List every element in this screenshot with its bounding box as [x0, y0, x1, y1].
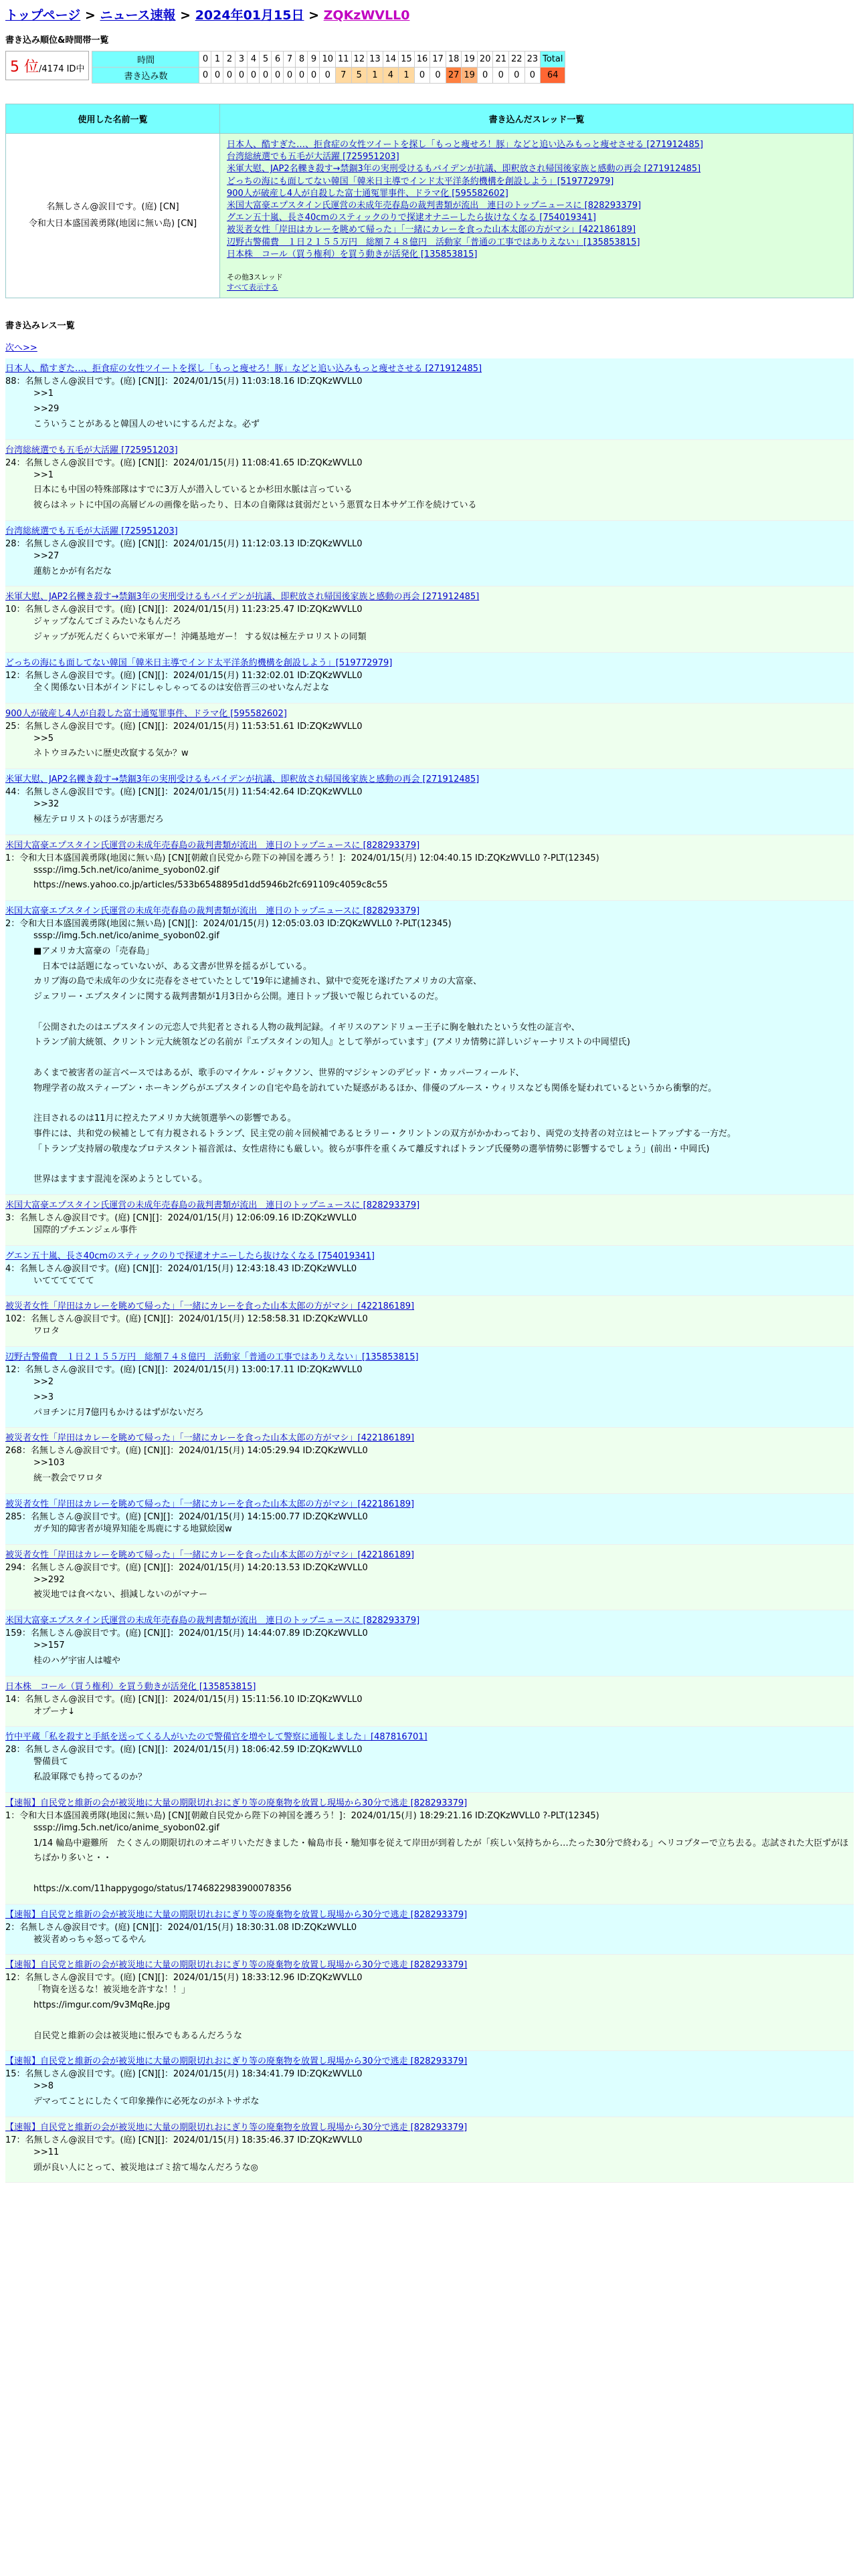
- post-line: いてててててて: [33, 1275, 95, 1286]
- post-thread-link[interactable]: 米軍大慰、JAP2名轢き殺す→禁錮3年の実刑受けるもバイデンが抗議、即釈放され帰国後家族と感動の再会 [271912485]: [5, 774, 480, 785]
- hourly-count-cell: 0: [284, 68, 296, 84]
- post-line: 統一教会でワロタ: [33, 1473, 104, 1484]
- names-header: 使用した名前一覧: [6, 104, 220, 134]
- post-line: sssp://img.5ch.net/ico/anime_syobon02.gif: [33, 1822, 219, 1833]
- breadcrumb-top-link[interactable]: トップページ: [5, 8, 81, 23]
- post-line: >>1: [33, 389, 54, 399]
- hourly-counts-row: [92, 68, 565, 84]
- post-meta: 44：名無しさん@涙目です。(庭) [CN][]：2024/01/15(月) 11:54:42.64 ID:ZQKzWVLL0: [5, 787, 363, 798]
- hourly-hour-cell: 1: [211, 51, 223, 68]
- post-line: 被災地では食べない、損減しないのがマナー: [33, 1590, 208, 1600]
- hourly-hour-cell: 8: [296, 51, 308, 68]
- post-meta: 12：名無しさん@涙目です。(庭) [CN][]：2024/01/15(月) 11:32:02.01 ID:ZQKzWVLL0: [5, 670, 363, 681]
- rank-section: [5, 51, 854, 84]
- threads-list: [227, 139, 846, 261]
- post-line: ジェフリー・エプスタインに関する裁判書類が1月3日から公開。連日トップ扱いで報じられているのだ。: [33, 992, 444, 1002]
- post-line: [33, 1866, 854, 1882]
- hourly-count-cell: 19: [462, 68, 478, 84]
- post-thread-link[interactable]: 竹中平蔵「私を殺すと手紙を送ってくる人がいたので警備官を増やして警察に通報しました」[487816701]: [5, 1732, 427, 1743]
- post-line: 彼らはネットに中国の高層ビルの画像を貼ったり、日本の自衛隊は貧弱だという悪質な日本サゲ工作を続けている: [33, 500, 477, 511]
- post-thread-link[interactable]: 米国大富豪エプスタイン氏運営の未成年売春島の裁判書類が流出 連日のトップニュースに [828293379]: [5, 1616, 420, 1626]
- post-item: [5, 1428, 854, 1494]
- threads-cell: [220, 134, 854, 298]
- breadcrumb-news-link[interactable]: ニュース速報: [100, 8, 176, 23]
- hourly-hour-cell: 22: [509, 51, 525, 68]
- used-name: 令和大日本盛国義勇隊(地図に無い島) [CN]: [28, 218, 197, 229]
- post-line: ■アメリカ大富豪の「売春島」: [33, 946, 155, 956]
- post-body: [5, 1933, 854, 1948]
- hourly-count-cell: 1: [399, 68, 415, 84]
- post-line: ネトウヨみたいに歴史改竄する気か？w: [33, 748, 189, 759]
- thread-link[interactable]: 日本人、酷すぎた…、拒食症の女性ツイートを探し「もっと痩せろ！豚」などと追い込みもっと痩せさせる [271912485]: [227, 140, 704, 150]
- post-line: 全く関係ない日本がインドにしゃしゃってるのは安倍晋三のせいなんだよな: [33, 682, 330, 693]
- post-line: >>29: [33, 404, 60, 415]
- post-line: [33, 2014, 854, 2029]
- hourly-count-cell: 0: [414, 68, 430, 84]
- post-line: 蓮舫とかが有名だな: [33, 566, 112, 576]
- post-item: [5, 1195, 854, 1246]
- post-line: 物理学者の故スティーブン・ホーキングらがエプスタインの自宅や島を訪れていた疑惑があるほか、俳優のブルース・ウィリスなども関係を疑われているというから衝撃的だ。: [33, 1083, 717, 1093]
- post-line: ジャップなんてゴミみたいなもんだろ: [33, 617, 181, 627]
- post-item: [5, 835, 854, 901]
- post-line: 警備員て: [33, 1757, 69, 1767]
- post-item: [5, 1727, 854, 1793]
- post-thread-link[interactable]: どっちの海にも面してない韓国「韓米日主導でインド太平洋条約機構を創設しよう」[519772979]: [5, 657, 393, 668]
- hourly-count-cell: 0: [477, 68, 493, 84]
- hourly-hour-cell: 10: [320, 51, 336, 68]
- hourly-hour-cell: 7: [284, 51, 296, 68]
- post-line: 被災者めっちゃ怒ってるやん: [33, 1934, 147, 1945]
- post-meta: 28：名無しさん@涙目です。(庭) [CN][]：2024/01/15(月) 11:12:03.13 ID:ZQKzWVLL0: [5, 538, 363, 549]
- post-line: >>292: [33, 1574, 65, 1585]
- post-meta: 2：令和大日本盛国義勇隊(地図に無い島) [CN][]：2024/01/15(月) 12:05:03.03 ID:ZQKzWVLL0 ?-PLT(12345): [5, 919, 452, 930]
- hourly-count-cell: 4: [383, 68, 399, 84]
- hourly-total-header: Total: [541, 51, 565, 68]
- res-heading: 書き込みレス一覧: [5, 321, 75, 332]
- post-meta: 24：名無しさん@涙目です。(庭) [CN][]：2024/01/15(月) 11:08:41.65 ID:ZQKzWVLL0: [5, 457, 363, 468]
- post-line: こういうことがあると韓国人のせいにするんだよな。必ず: [33, 419, 260, 429]
- post-meta: 1：令和大日本盛国義勇隊(地図に無い島) [CN][朝敵自民党から陛下の神国を護ろう！]：2024/01/15(月) 18:29:21.16 ID:ZQKzWVLL0 ?-PLT(12345): [5, 1810, 599, 1821]
- post-meta: 159：名無しさん@涙目です。(庭) [CN][]：2024/01/15(月) 14:44:07.89 ID:ZQKzWVLL0: [5, 1628, 368, 1639]
- post-body: [5, 1983, 854, 2044]
- post-body: [5, 1705, 854, 1720]
- post-line: 事件には、共和党の候補として有力視されるトランプ、民主党の前々回候補であるヒラリー・クリントンの双方がかかわっており、両党の支持者の対立はヒートアップする一方だ。: [33, 1128, 737, 1139]
- hourly-hours-row: [92, 51, 565, 68]
- post-line: トランプ前大統領、クリントン元大統領などの名前が『エプスタインの知人』として挙がっています」(アメリカ情勢に詳しいジャーナリストの中岡望氏): [33, 1037, 630, 1048]
- post-line: パヨチンに月7億円もかけるはずがないだろ: [33, 1407, 204, 1418]
- post-line: >>2: [33, 1377, 54, 1388]
- post-thread-link[interactable]: 日本人、酷すぎた…、拒食症の女性ツイートを探し「もっと痩せろ！豚」などと追い込みもっと痩せさせる [271912485]: [5, 364, 482, 374]
- more-threads: [227, 272, 846, 292]
- post-thread-link[interactable]: 台湾総統選でも五毛が大活躍 [725951203]: [5, 526, 178, 536]
- post-body: [5, 1755, 854, 1786]
- post-body: [5, 1573, 854, 1604]
- hourly-hour-cell: 11: [336, 51, 352, 68]
- post-meta: 88：名無しさん@涙目です。(庭) [CN][]：2024/01/15(月) 11:03:18.16 ID:ZQKzWVLL0: [5, 377, 363, 387]
- hourly-count-cell: 0: [272, 68, 284, 84]
- post-meta: 102：名無しさん@涙目です。(庭) [CN][]：2024/01/15(月) 12:58:58.31 ID:ZQKzWVLL0: [5, 1314, 368, 1325]
- hourly-count-cell: 0: [260, 68, 272, 84]
- post-meta: 268：名無しさん@涙目です。(庭) [CN][]：2024/01/15(月) 14:05:29.94 ID:ZQKzWVLL0: [5, 1446, 368, 1457]
- post-line: 世界はますます混沌を深めようとしている。: [33, 1174, 208, 1185]
- post-line: [33, 1157, 854, 1172]
- post-line: 「公開されたのはエプスタインの元恋人で共犯者とされる人物の裁判記録。イギリスのアンドリュー王子に胸を触れたという女性の証言や、: [33, 1022, 580, 1033]
- hourly-count-cell: 27: [446, 68, 462, 84]
- post-body: [5, 1274, 854, 1289]
- used-name: 名無しさん@涙目です。(庭) [CN]: [46, 201, 179, 212]
- hourly-table: [92, 51, 565, 84]
- hourly-hour-cell: 5: [260, 51, 272, 68]
- post-line: [33, 1005, 854, 1021]
- post-item: [5, 2051, 854, 2117]
- post-line: >>1: [33, 469, 54, 480]
- post-body: [5, 549, 854, 580]
- post-body: [5, 732, 854, 762]
- post-body: [5, 468, 854, 514]
- post-item: [5, 586, 854, 653]
- thread-link[interactable]: 米軍大慰、JAP2名轢き殺す→禁錮3年の実刑受けるもバイデンが抗議、即釈放され帰国後家族と感動の再会 [271912485]: [227, 164, 701, 175]
- post-item: [5, 704, 854, 770]
- post-line: >>5: [33, 733, 54, 744]
- post-body: [5, 1638, 854, 1669]
- post-thread-link[interactable]: 【速報】自民党と維新の会が被災地に大量の期限切れおにぎり等の廃棄物を放置し現場から30分で逃走 [828293379]: [5, 2056, 468, 2067]
- post-line: 私設軍隊でも持ってるのか？: [33, 1772, 147, 1783]
- names-cell: [6, 134, 220, 298]
- post-thread-link[interactable]: 【速報】自民党と維新の会が被災地に大量の期限切れおにぎり等の廃棄物を放置し現場から30分で逃走 [828293379]: [5, 1960, 468, 1971]
- post-meta: 294：名無しさん@涙目です。(庭) [CN][]：2024/01/15(月) 14:20:13.53 ID:ZQKzWVLL0: [5, 1562, 368, 1573]
- post-item: [5, 901, 854, 1195]
- hourly-count-label: 書き込み数: [92, 68, 199, 84]
- post-meta: 12：名無しさん@涙目です。(庭) [CN][]：2024/01/15(月) 18:33:12.96 ID:ZQKzWVLL0: [5, 1973, 363, 1983]
- post-line: ワロタ: [33, 1326, 60, 1337]
- hourly-count-cell: 1: [367, 68, 383, 84]
- post-line: >>32: [33, 799, 60, 810]
- post-line: 「トランプ支持層の敬虔なプロテスタント福音派は、女性虐待にも厳しい。彼らが事件を重くみて離反すればトランプ氏優勢の選挙情勢に影響するでしょう」(前出・中岡氏): [33, 1144, 710, 1154]
- hourly-hour-cell: 3: [235, 51, 248, 68]
- hourly-hour-cell: 4: [248, 51, 260, 68]
- post-line: >>3: [33, 1392, 54, 1402]
- post-line: >>11: [33, 2147, 60, 2157]
- hourly-count-cell: 0: [524, 68, 541, 84]
- hourly-hour-cell: 23: [524, 51, 541, 68]
- post-item: [5, 1545, 854, 1611]
- post-item: [5, 1905, 854, 1955]
- post-line: デマってことにしたくて印象操作に必死なのがネトサポな: [33, 2097, 260, 2107]
- post-meta: 3：名無しさん@涙目です。(庭) [CN][]：2024/01/15(月) 12:06:09.16 ID:ZQKzWVLL0: [5, 1212, 357, 1223]
- breadcrumb-date-link[interactable]: 2024年01月15日: [195, 8, 304, 23]
- breadcrumb-separator: >: [308, 8, 324, 23]
- thread-link[interactable]: どっちの海にも面してない韓国「韓米日主導でインド太平洋条約機構を創設しよう」[519772979]: [227, 176, 614, 187]
- post-item: [5, 1494, 854, 1545]
- post-line: 日本では話題になっていないが、ある文書が世界を揺るがしている。: [33, 961, 312, 972]
- hourly-count-cell: 5: [351, 68, 367, 84]
- hourly-hour-cell: 20: [477, 51, 493, 68]
- hourly-count-cell: 0: [320, 68, 336, 84]
- hourly-count-cell: 0: [248, 68, 260, 84]
- hourly-hour-cell: 19: [462, 51, 478, 68]
- post-thread-link[interactable]: 被災者女性「岸田はカレーを眺めて帰った」「一緒にカレーを食った山本太郎の方がマシ」[422186189]: [5, 1301, 415, 1312]
- hourly-total-count: 64: [541, 68, 565, 84]
- post-line: sssp://img.5ch.net/ico/anime_syobon02.gif: [33, 931, 219, 942]
- post-body: [5, 387, 854, 432]
- post-body: [5, 1821, 854, 1897]
- post-body: [5, 929, 854, 1188]
- post-line: https://x.com/11happygogo/status/1746822983900078356: [33, 1883, 292, 1894]
- post-item: [5, 1610, 854, 1677]
- post-thread-link[interactable]: 米国大富豪エプスタイン氏運営の未成年売春島の裁判書類が流出 連日のトップニュースに [828293379]: [5, 906, 420, 917]
- hourly-hour-cell: 13: [367, 51, 383, 68]
- more-threads-prefix: その他3スレッド: [227, 272, 283, 282]
- post-body: [5, 615, 854, 645]
- post-meta: 10：名無しさん@涙目です。(庭) [CN][]：2024/01/15(月) 11:23:25.47 ID:ZQKzWVLL0: [5, 605, 363, 615]
- rank-total: /4174 ID中: [39, 64, 85, 74]
- post-line: 自民党と維新の会は被災地に恨みでもあるんだろうな: [33, 2030, 243, 2041]
- post-item: [5, 769, 854, 835]
- post-thread-link[interactable]: 台湾総統選でも五毛が大活躍 [725951203]: [5, 445, 178, 455]
- threads-header: 書き込んだスレッド一覧: [220, 104, 854, 134]
- hourly-hour-cell: 9: [308, 51, 320, 68]
- post-line: あくまで被害者の証言ベースではあるが、歌手のマイケル・ジャクソン、世界的マジシャンのデビッド・カッパーフィールド、: [33, 1067, 524, 1078]
- post-item: [5, 2117, 854, 2183]
- post-body: [5, 681, 854, 696]
- post-thread-link[interactable]: 日本株 コール（買う権利）を買う動きが活発化 [135853815]: [5, 1681, 256, 1692]
- hourly-hour-cell: 15: [399, 51, 415, 68]
- post-item: [5, 1347, 854, 1428]
- post-body: [5, 2079, 854, 2110]
- hourly-count-cell: 0: [235, 68, 248, 84]
- post-line: 頭が良い人にとって、被災地はゴミ捨て場なんだろうな◎: [33, 2162, 258, 2173]
- post-meta: 285：名無しさん@涙目です。(庭) [CN][]：2024/01/15(月) 14:15:00.77 ID:ZQKzWVLL0: [5, 1511, 368, 1522]
- post-meta: 25：名無しさん@涙目です。(庭) [CN][]：2024/01/15(月) 11:53:51.61 ID:ZQKzWVLL0: [5, 721, 363, 732]
- post-item: [5, 521, 854, 587]
- post-meta: 1：令和大日本盛国義勇隊(地図に無い島) [CN][朝敵自民党から陛下の神国を護ろう！]：2024/01/15(月) 12:04:40.15 ID:ZQKzWVLL0 ?-PLT(12345): [5, 853, 599, 863]
- rank-value: 5 位: [10, 59, 39, 76]
- hourly-count-cell: 0: [223, 68, 235, 84]
- post-meta: 28：名無しさん@涙目です。(庭) [CN][]：2024/01/15(月) 18:06:42.59 ID:ZQKzWVLL0: [5, 1745, 363, 1755]
- hourly-count-cell: 0: [296, 68, 308, 84]
- post-body: [5, 2145, 854, 2176]
- post-line: ジャップが死んだくらいで米軍ガー！沖縄基地ガー！ する奴は極左テロリストの同類: [33, 632, 367, 643]
- thread-link[interactable]: 被災者女性「岸田はカレーを眺めて帰った」「一緒にカレーを食った山本太郎の方がマシ」[422186189]: [227, 225, 636, 235]
- hourly-hour-cell: 12: [351, 51, 367, 68]
- show-all-threads-link[interactable]: すべて表示する: [227, 282, 278, 292]
- hourly-count-cell: 0: [493, 68, 509, 84]
- hourly-hour-cell: 6: [272, 51, 284, 68]
- post-item: [5, 1296, 854, 1347]
- thread-link[interactable]: 辺野古警備費 １日２１５５万円 総額７４８億円 活動家「普通の工事ではありえない」[135853815]: [227, 237, 640, 247]
- post-line: https://imgur.com/9v3MqRe.jpg: [33, 2000, 171, 2011]
- post-line: >>27: [33, 550, 60, 561]
- post-line: >>157: [33, 1640, 65, 1651]
- post-body: [5, 1522, 854, 1537]
- thread-link[interactable]: 台湾総統選でも五毛が大活躍 [725951203]: [227, 152, 399, 163]
- post-line: 日本にも中国の特殊部隊はすでに3万人が潜入しているとか杉田水脈は言っている: [33, 485, 353, 496]
- post-line: sssp://img.5ch.net/ico/anime_syobon02.gif: [33, 865, 219, 875]
- post-body: [5, 1456, 854, 1487]
- post-body: [5, 1324, 854, 1339]
- post-item: [5, 653, 854, 704]
- post-line: 国際的プチエンジェル事件: [33, 1224, 137, 1235]
- post-thread-link[interactable]: 【速報】自民党と維新の会が被災地に大量の期限切れおにぎり等の廃棄物を放置し現場から30分で逃走 [828293379]: [5, 1798, 468, 1808]
- post-item: [5, 1955, 854, 2051]
- post-line: 1/14 輪島中避難所 たくさんの期限切れのオニギリいただきました・輪島市長・馳知事を従えて岸田が到着したが「疾しい気持ちから…たった30分で終わる」ヘリコプターで立ち去る。志試された大臣ずがほちばかり多いと・・: [33, 1838, 849, 1864]
- post-meta: 15：名無しさん@涙目です。(庭) [CN][]：2024/01/15(月) 18:34:41.79 ID:ZQKzWVLL0: [5, 2069, 363, 2080]
- post-thread-link[interactable]: 被災者女性「岸田はカレーを眺めて帰った」「一緒にカレーを食った山本太郎の方がマシ」[422186189]: [5, 1433, 415, 1444]
- hourly-hour-cell: 21: [493, 51, 509, 68]
- hourly-hour-cell: 2: [223, 51, 235, 68]
- post-meta: 2：名無しさん@涙目です。(庭) [CN][]：2024/01/15(月) 18:30:31.08 ID:ZQKzWVLL0: [5, 1922, 357, 1933]
- thread-link[interactable]: 米国大富豪エプスタイン氏運営の未成年売春島の裁判書類が流出 連日のトップニュースに [828293379]: [227, 200, 642, 211]
- hourly-heading: 書き込み順位&時間帯一覧: [5, 35, 109, 45]
- breadcrumb-id-link[interactable]: ZQKzWVLL0: [323, 8, 410, 23]
- post-line: オプーナ↓: [33, 1706, 76, 1717]
- post-meta: 14：名無しさん@涙目です。(庭) [CN][]：2024/01/15(月) 15:11:56.10 ID:ZQKzWVLL0: [5, 1694, 363, 1705]
- post-line: 極左テロリストのほうが害悪だろ: [33, 814, 164, 825]
- hourly-count-cell: 0: [308, 68, 320, 84]
- breadcrumb-separator: >: [84, 8, 100, 23]
- post-thread-link[interactable]: 900人が破産し4人が自殺した富士通冤罪事件、ドラマ化 [595582602]: [5, 708, 287, 719]
- post-thread-link[interactable]: 【速報】自民党と維新の会が被災地に大量の期限切れおにぎり等の廃棄物を放置し現場から30分で逃走 [828293379]: [5, 2122, 468, 2133]
- post-body: [5, 1375, 854, 1420]
- hourly-count-cell: 0: [211, 68, 223, 84]
- next-page-link[interactable]: 次へ>>: [5, 343, 37, 354]
- post-thread-link[interactable]: 米国大富豪エプスタイン氏運営の未成年売春島の裁判書類が流出 連日のトップニュースに [828293379]: [5, 1200, 420, 1210]
- post-line: [33, 1096, 854, 1111]
- post-meta: 12：名無しさん@涙目です。(庭) [CN][]：2024/01/15(月) 13:00:17.11 ID:ZQKzWVLL0: [5, 1365, 363, 1376]
- thread-link[interactable]: 900人が破産し4人が自殺した富士通冤罪事件、ドラマ化 [595582602]: [227, 188, 508, 199]
- hourly-count-cell: 0: [509, 68, 525, 84]
- post-meta: 17：名無しさん@涙目です。(庭) [CN][]：2024/01/15(月) 18:35:46.37 ID:ZQKzWVLL0: [5, 2135, 363, 2145]
- post-item: [5, 1793, 854, 1905]
- post-body: [5, 863, 854, 894]
- hourly-hour-cell: 0: [199, 51, 211, 68]
- post-line: >>103: [33, 1458, 65, 1469]
- post-line: 桂のハゲ宇宙人は嘘や: [33, 1655, 121, 1666]
- hourly-hour-cell: 18: [446, 51, 462, 68]
- post-thread-link[interactable]: グエン五十嵐、長さ40cmのスティックのりで探逮オナニーしたら抜けなくなる [754019341]: [5, 1251, 375, 1261]
- hourly-count-cell: 7: [336, 68, 352, 84]
- post-body: [5, 1223, 854, 1239]
- post-item: [5, 440, 854, 521]
- post-thread-link[interactable]: 【速報】自民党と維新の会が被災地に大量の期限切れおにぎり等の廃棄物を放置し現場から30分で逃走 [828293379]: [5, 1909, 468, 1920]
- post-meta: 4：名無しさん@涙目です。(庭) [CN][]：2024/01/15(月) 12:43:18.43 ID:ZQKzWVLL0: [5, 1263, 357, 1274]
- post-thread-link[interactable]: 米国大富豪エプスタイン氏運営の未成年売春島の裁判書類が流出 連日のトップニュースに [828293379]: [5, 840, 420, 851]
- thread-link[interactable]: 日本株 コール（買う権利）を買う動きが活発化 [135853815]: [227, 249, 478, 259]
- post-thread-link[interactable]: 米軍大慰、JAP2名轢き殺す→禁錮3年の実刑受けるもバイデンが抗議、即釈放され帰国後家族と感動の再会 [271912485]: [5, 592, 480, 603]
- hourly-count-cell: 0: [430, 68, 446, 84]
- hourly-hour-cell: 14: [383, 51, 399, 68]
- post-line: [33, 1051, 854, 1066]
- post-line: >>8: [33, 2081, 54, 2092]
- post-thread-link[interactable]: 被災者女性「岸田はカレーを眺めて帰った」「一緒にカレーを食った山本太郎の方がマシ」[422186189]: [5, 1549, 415, 1560]
- post-item: [5, 1677, 854, 1727]
- hourly-hour-cell: 17: [430, 51, 446, 68]
- post-body: [5, 797, 854, 828]
- rank-box: [5, 51, 89, 80]
- thread-link[interactable]: グエン五十嵐、長さ40cmのスティックのりで探逮オナニーしたら抜けなくなる [754019341]: [227, 213, 596, 223]
- post-line: https://news.yahoo.co.jp/articles/533b6548895d1dd5946b2fc691109c4059c8c55: [33, 880, 388, 891]
- post-line: ガチ知的障害者が境界知能を馬鹿にする地獄絵図w: [33, 1523, 232, 1534]
- names-threads-table: [5, 104, 854, 298]
- hourly-count-cell: 0: [199, 68, 211, 84]
- breadcrumb-separator: >: [180, 8, 195, 23]
- post-line: 「物資を送るな！被災地を許すな！！」: [33, 1985, 191, 1996]
- post-line: 注目されるのは11月に控えたアメリカ大統領選挙への影響である。: [33, 1113, 296, 1124]
- post-thread-link[interactable]: 辺野古警備費 １日２１５５万円 総額７４８億円 活動家「普通の工事ではありえない」[135853815]: [5, 1352, 419, 1363]
- breadcrumb: [5, 0, 854, 27]
- hourly-hour-cell: 16: [414, 51, 430, 68]
- posts-list: [5, 358, 854, 2183]
- post-item: [5, 1246, 854, 1297]
- post-line: カリブ海の島で未成年の少女に売春をさせていたとして'19年に逮捕され、獄中で変死を遂げたアメリカの大富豪、: [33, 976, 482, 987]
- post-thread-link[interactable]: 被災者女性「岸田はカレーを眺めて帰った」「一緒にカレーを食った山本太郎の方がマシ」[422186189]: [5, 1499, 415, 1509]
- hourly-time-label: 時間: [92, 51, 199, 68]
- post-item: [5, 358, 854, 439]
